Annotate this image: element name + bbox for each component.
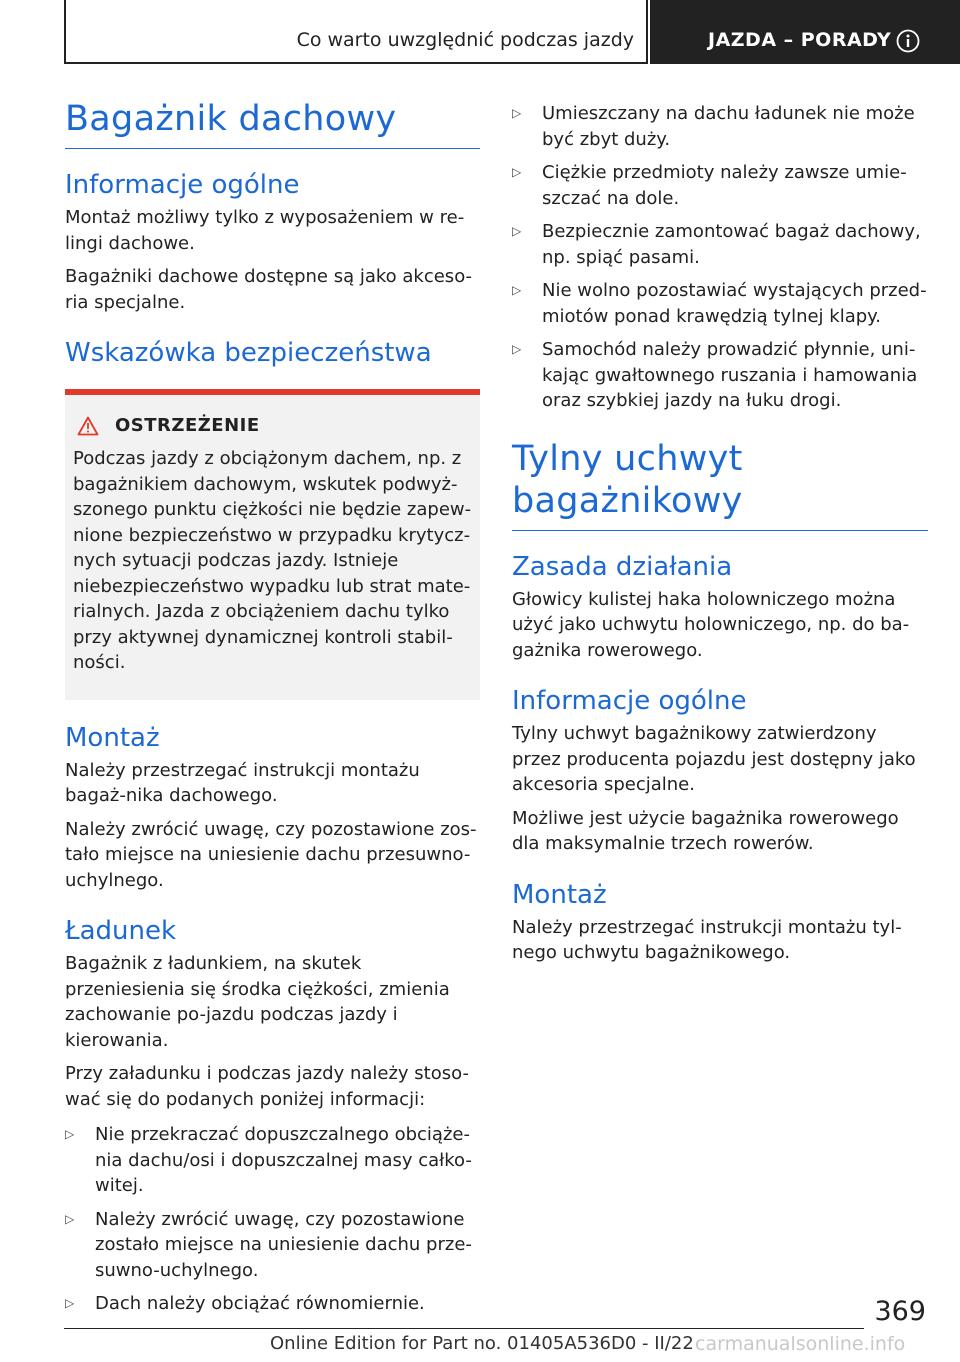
warning-title: OSTRZEŻENIE bbox=[115, 415, 260, 436]
list-item bbox=[65, 1207, 480, 1284]
left-column bbox=[65, 98, 480, 1325]
list-item bbox=[512, 101, 928, 152]
heading-load: Ładunek bbox=[65, 916, 177, 946]
list-item-text: Należy zwrócić uwagę, czy pozostawione zostało miejsce na uniesienie dachu prze-suwno-uchylnego. bbox=[95, 1208, 472, 1281]
warning-box bbox=[65, 389, 480, 700]
heading-general-info: Informacje ogólne bbox=[512, 686, 747, 716]
warning-text: Podczas jazdy z obciążonym dachem, np. z bagażnikiem dachowym, wskutek podwyż-szonego punktu ciężkości nie będzie zapew-nione bezpieczeństwo w przypadku krytycz-nych sytuacji podczas jazdy. Istnieje niebezpieczeństwo wypadku lub strat mate-rialnych. Jazda z obciążeniem dachu tylko przy aktywnej dynamicznej kontroli stabil-ności. bbox=[73, 448, 472, 673]
list-item-text: Bezpiecznie zamontować bagaż dachowy, np. spiąć pasami. bbox=[542, 221, 921, 268]
chapter-tab-label: JAZDA – PORADY bbox=[708, 29, 892, 51]
triangle-bullet-icon: ▷ bbox=[512, 283, 522, 297]
heading-principle: Zasada działania bbox=[512, 551, 733, 582]
watermark-text: carmanualsonline.info bbox=[695, 1333, 906, 1355]
paragraph: Należy przestrzegać instrukcji montażu tyl-nego uchwytu bagażnikowego. bbox=[512, 916, 902, 963]
triangle-bullet-icon: ▷ bbox=[512, 342, 522, 356]
list-item-text: Umieszczany na dachu ładunek nie może być zbyt duży. bbox=[542, 103, 915, 150]
paragraph: Tylny uchwyt bagażnikowy zatwierdzony przez producenta pojazdu jest dostępny jako akcesoria specjalne. bbox=[512, 723, 916, 795]
right-column bbox=[512, 101, 928, 966]
heading-mounting: Montaż bbox=[512, 879, 607, 910]
triangle-bullet-icon: ▷ bbox=[65, 1211, 75, 1226]
list-item bbox=[512, 219, 928, 270]
list-item bbox=[65, 1122, 480, 1199]
list-item-text: Dach należy obciążać równomiernie. bbox=[95, 1293, 425, 1314]
triangle-bullet-icon: ▷ bbox=[512, 224, 522, 238]
header-section-box bbox=[64, 0, 648, 64]
list-item bbox=[65, 1291, 480, 1317]
paragraph: Montaż możliwy tylko z wyposażeniem w re-lingi dachowe. bbox=[65, 207, 465, 254]
heading-general-info: Informacje ogólne bbox=[65, 170, 300, 200]
paragraph: Przy załadunku i podczas jazdy należy stoso-wać się do podanych poniżej informacji: bbox=[65, 1063, 469, 1110]
footer-divider bbox=[64, 1328, 864, 1329]
section-title: Co warto uwzględnić podczas jazdy bbox=[296, 29, 634, 51]
list-item bbox=[512, 160, 928, 211]
load-list-continued bbox=[512, 101, 928, 414]
warning-header bbox=[73, 415, 472, 436]
paragraph: Bagażniki dachowe dostępne są jako akceso-ria specjalne. bbox=[65, 266, 473, 313]
list-item-text: Ciężkie przedmioty należy zawsze umie-szczać na dole. bbox=[542, 162, 907, 209]
chapter-tab[interactable] bbox=[650, 0, 960, 64]
paragraph: Możliwe jest użycie bagażnika rowerowego dla maksymalnie trzech rowerów. bbox=[512, 807, 899, 854]
load-list bbox=[65, 1122, 480, 1317]
list-item-text: Samochód należy prowadzić płynnie, uni-kając gwałtownego ruszania i hamowania oraz szybkiej jazdy na łuku drogi. bbox=[542, 339, 918, 411]
list-item bbox=[512, 278, 928, 329]
heading-mounting: Montaż bbox=[65, 722, 160, 753]
info-icon[interactable] bbox=[896, 29, 920, 53]
paragraph: Należy przestrzegać instrukcji montażu bagaż-nika dachowego. bbox=[65, 759, 420, 806]
heading-safety: Wskazówka bezpieczeństwa bbox=[65, 338, 432, 368]
page-title-roof-rack: Bagażnik dachowy bbox=[65, 98, 480, 149]
page-number: 369 bbox=[874, 1296, 926, 1327]
triangle-bullet-icon: ▷ bbox=[512, 165, 522, 179]
triangle-bullet-icon: ▷ bbox=[512, 106, 522, 120]
triangle-bullet-icon: ▷ bbox=[65, 1127, 75, 1141]
paragraph: Należy zwrócić uwagę, czy pozostawione zos-tało miejsce na uniesienie dachu przesuwno-uchylnego. bbox=[65, 818, 477, 891]
list-item-text: Nie wolno pozostawiać wystających przed-miotów ponad krawędzią tylnej klapy. bbox=[542, 280, 927, 327]
triangle-bullet-icon: ▷ bbox=[65, 1296, 75, 1310]
list-item-text: Nie przekraczać dopuszczalnego obciąże-nia dachu/osi i dopuszczalnej masy całko-witej. bbox=[95, 1124, 472, 1196]
edition-text: Online Edition for Part no. 01405A536D0 - II/22 bbox=[270, 1333, 694, 1354]
paragraph: Głowicy kulistej haka holowniczego można użyć jako uchwytu holowniczego, np. do ba-gażnika rowerowego. bbox=[512, 588, 910, 661]
paragraph: Bagażnik z ładunkiem, na skutek przeniesienia się środka ciężkości, zmienia zachowanie po-jazdu podczas jazdy i kierowania. bbox=[65, 953, 450, 1051]
list-item bbox=[512, 337, 928, 414]
warning-triangle-icon bbox=[77, 416, 99, 436]
page-title-rear-carrier: Tylny uchwyt bagażnikowy bbox=[512, 438, 928, 531]
